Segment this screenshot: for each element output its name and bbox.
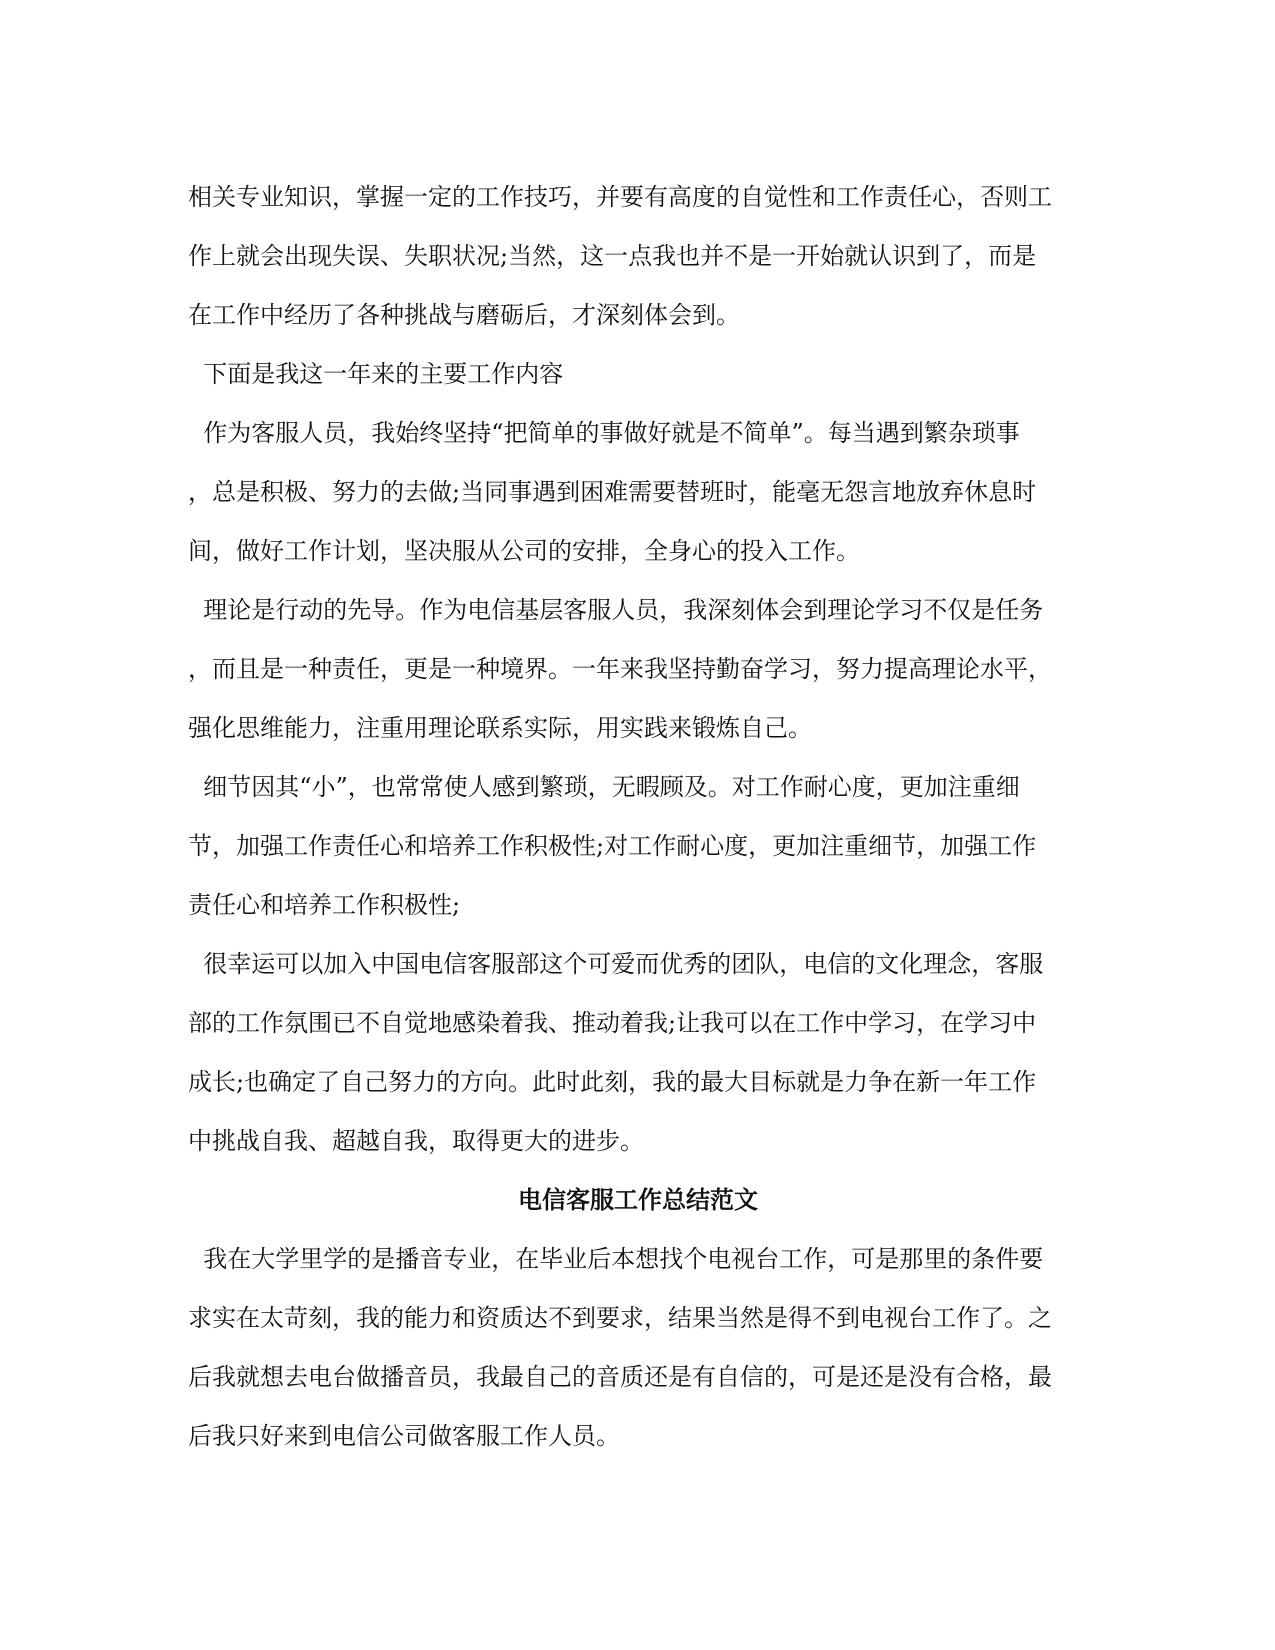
text-line: 部的工作氛围已不自觉地感染着我、推动着我;让我可以在工作中学习，在学习中 bbox=[188, 1009, 1037, 1037]
text-line: 责任心和培养工作积极性; bbox=[188, 891, 461, 919]
text-line: 细节因其“小”，也常常使人感到繁琐，无暇顾及。对工作耐心度，更加注重细 bbox=[188, 773, 1020, 801]
text-line: 我在大学里学的是播音专业，在毕业后本想找个电视台工作，可是那里的条件要 bbox=[188, 1245, 1044, 1273]
text-line: 在工作中经历了各种挑战与磨砺后，才深刻体会到。 bbox=[188, 301, 740, 329]
text-line: 中挑战自我、超越自我，取得更大的进步。 bbox=[188, 1127, 644, 1155]
text-line: 相关专业知识，掌握一定的工作技巧，并要有高度的自觉性和工作责任心，否则工 bbox=[188, 183, 1052, 211]
text-line: 强化思维能力，注重用理论联系实际，用实践来锻炼自己。 bbox=[188, 714, 812, 742]
text-line: 成长;也确定了自己努力的方向。此时此刻，我的最大目标就是力争在新一年工作 bbox=[188, 1068, 1037, 1096]
text-line: ，总是积极、努力的去做;当同事遇到困难需要替班时，能毫无怨言地放弃休息时 bbox=[188, 478, 1037, 506]
text-line: 理论是行动的先导。作为电信基层客服人员，我深刻体会到理论学习不仅是任务 bbox=[188, 596, 1044, 624]
text-line: 很幸运可以加入中国电信客服部这个可爱而优秀的团队，电信的文化理念，客服 bbox=[188, 950, 1044, 978]
text-line: 求实在太苛刻，我的能力和资质达不到要求，结果当然是得不到电视台工作了。之 bbox=[188, 1304, 1052, 1332]
text-line: 作上就会出现失误、失职状况;当然，这一点我也并不是一开始就认识到了，而是 bbox=[188, 242, 1037, 270]
section-heading: 电信客服工作总结范文 bbox=[518, 1186, 758, 1214]
text-line: ，而且是一种责任，更是一种境界。一年来我坚持勤奋学习，努力提高理论水平， bbox=[188, 655, 1052, 683]
text-line: 节，加强工作责任心和培养工作积极性;对工作耐心度，更加注重细节，加强工作 bbox=[188, 832, 1037, 860]
text-line: 后我只好来到电信公司做客服工作人员。 bbox=[188, 1422, 620, 1450]
document-body bbox=[188, 168, 1088, 1466]
text-line: 下面是我这一年来的主要工作内容 bbox=[188, 360, 564, 388]
text-line: 作为客服人员，我始终坚持“把简单的事做好就是不简单”。每当遇到繁杂琐事 bbox=[188, 419, 1020, 447]
text-line: 后我就想去电台做播音员，我最自己的音质还是有自信的，可是还是没有合格，最 bbox=[188, 1363, 1052, 1391]
text-line: 间，做好工作计划，坚决服从公司的安排，全身心的投入工作。 bbox=[188, 537, 860, 565]
